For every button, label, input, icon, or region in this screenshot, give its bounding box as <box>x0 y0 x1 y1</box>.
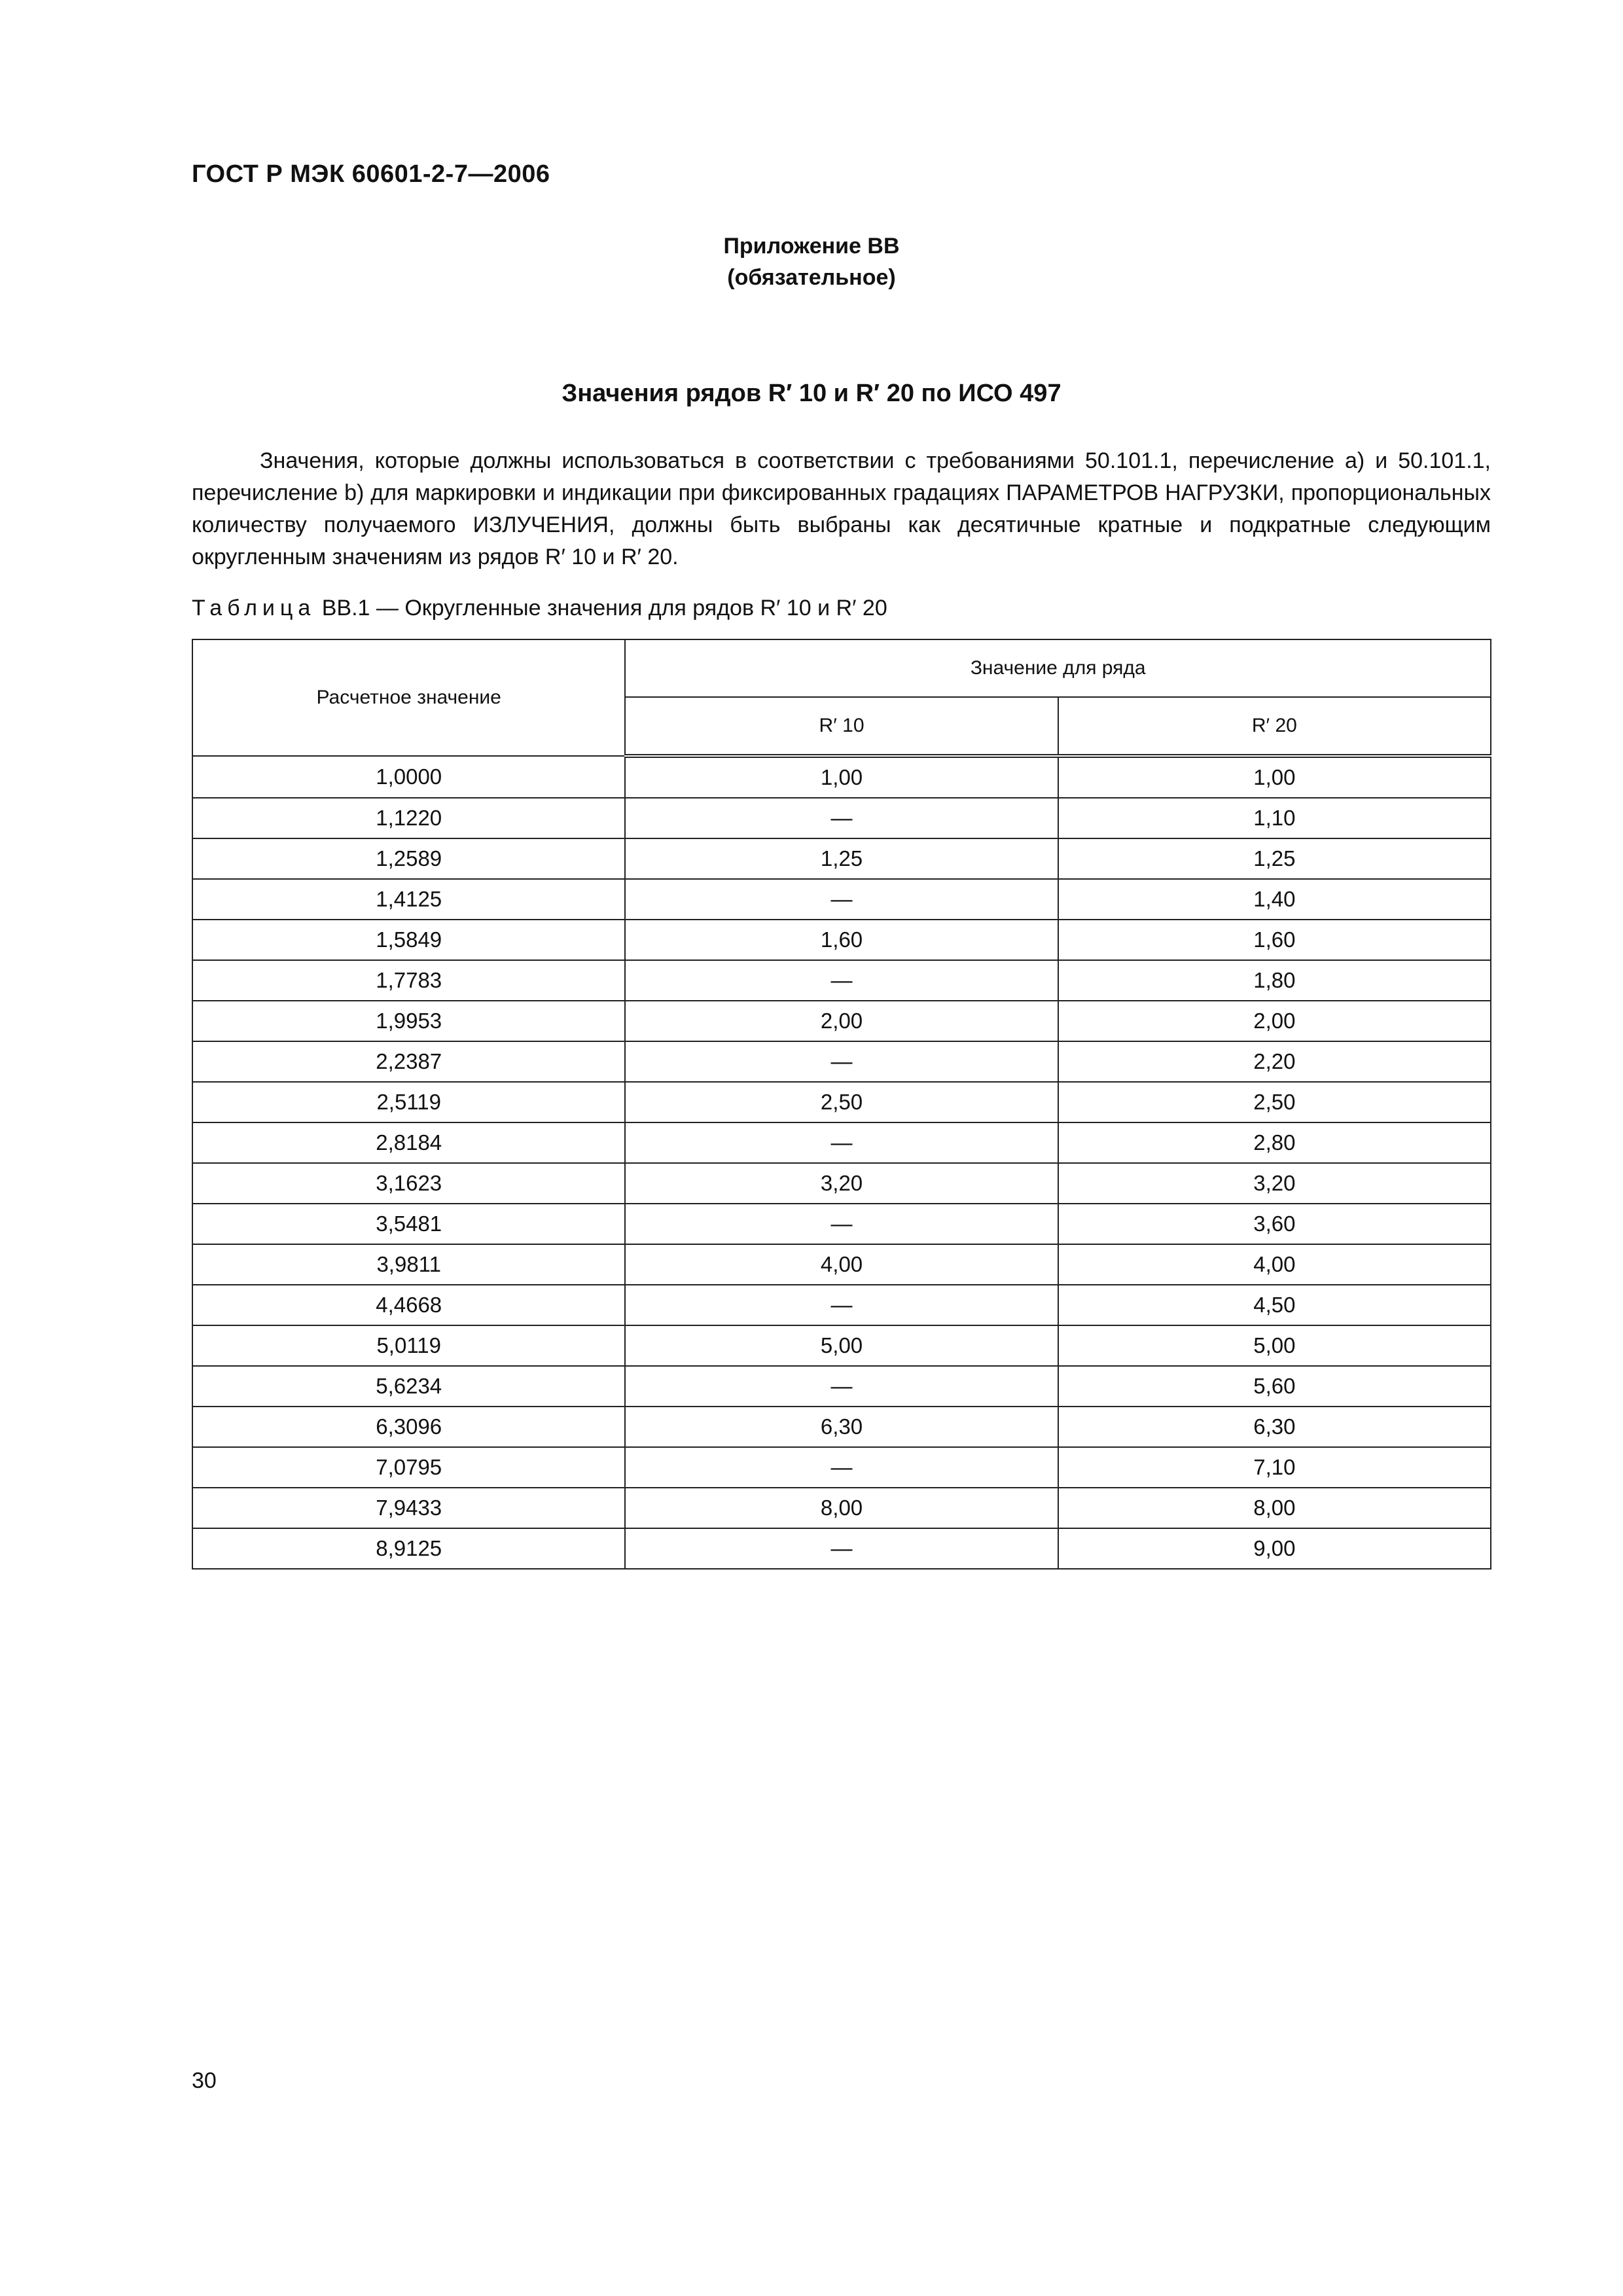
cell-r10: 6,30 <box>625 1407 1058 1447</box>
cell-r20: 1,10 <box>1058 798 1491 838</box>
cell-r10: — <box>625 798 1058 838</box>
cell-r20: 3,20 <box>1058 1163 1491 1204</box>
cell-r10: — <box>625 1366 1058 1407</box>
cell-calculated: 5,6234 <box>192 1366 625 1407</box>
annex-status: (обязательное) <box>727 265 896 290</box>
cell-r10: 3,20 <box>625 1163 1058 1204</box>
cell-calculated: 6,3096 <box>192 1407 625 1447</box>
cell-calculated: 1,5849 <box>192 920 625 960</box>
cell-calculated: 2,5119 <box>192 1082 625 1122</box>
cell-r10: — <box>625 960 1058 1001</box>
cell-calculated: 2,8184 <box>192 1122 625 1163</box>
table-caption-text: ВВ.1 — Округленные значения для рядов R′ 10 и R′ 20 <box>315 596 887 620</box>
cell-calculated: 4,4668 <box>192 1285 625 1325</box>
cell-r10: 5,00 <box>625 1325 1058 1366</box>
table-row <box>192 1325 1491 1366</box>
cell-r20: 1,80 <box>1058 960 1491 1001</box>
cell-r10: — <box>625 1528 1058 1569</box>
cell-r20: 4,00 <box>1058 1244 1491 1285</box>
cell-r20: 5,60 <box>1058 1366 1491 1407</box>
cell-calculated: 1,2589 <box>192 838 625 879</box>
table-row <box>192 920 1491 960</box>
header-r10: R′ 10 <box>625 697 1058 756</box>
cell-r20: 2,80 <box>1058 1122 1491 1163</box>
cell-calculated: 1,0000 <box>192 756 625 798</box>
cell-r20: 3,60 <box>1058 1204 1491 1244</box>
values-table <box>192 639 1491 1570</box>
cell-r10: 2,50 <box>625 1082 1058 1122</box>
cell-calculated: 3,1623 <box>192 1163 625 1204</box>
table-row <box>192 1528 1491 1569</box>
cell-calculated: 3,9811 <box>192 1244 625 1285</box>
table-row <box>192 1082 1491 1122</box>
cell-calculated: 1,7783 <box>192 960 625 1001</box>
cell-calculated: 1,1220 <box>192 798 625 838</box>
cell-calculated: 1,4125 <box>192 879 625 920</box>
cell-r20: 1,25 <box>1058 838 1491 879</box>
table-row <box>192 1366 1491 1407</box>
header-r20: R′ 20 <box>1058 697 1491 756</box>
table-row <box>192 960 1491 1001</box>
cell-r10: — <box>625 1041 1058 1082</box>
cell-calculated: 7,9433 <box>192 1488 625 1528</box>
table-row <box>192 798 1491 838</box>
cell-r20: 2,00 <box>1058 1001 1491 1041</box>
table-caption-label: Таблица <box>192 596 316 620</box>
cell-r10: — <box>625 1122 1058 1163</box>
table-row <box>192 1041 1491 1082</box>
table-body <box>192 756 1491 1569</box>
table-row <box>192 1163 1491 1204</box>
cell-r20: 1,60 <box>1058 920 1491 960</box>
table-row <box>192 1244 1491 1285</box>
annex-heading <box>0 230 1623 293</box>
header-calculated-value: Расчетное значение <box>192 639 625 756</box>
cell-calculated: 7,0795 <box>192 1447 625 1488</box>
table-row <box>192 838 1491 879</box>
table-row <box>192 1488 1491 1528</box>
cell-calculated: 8,9125 <box>192 1528 625 1569</box>
cell-r20: 6,30 <box>1058 1407 1491 1447</box>
cell-r10: — <box>625 1204 1058 1244</box>
cell-r20: 5,00 <box>1058 1325 1491 1366</box>
table-caption <box>192 596 887 621</box>
header-series-group: Значение для ряда <box>625 639 1491 697</box>
cell-r10: 1,00 <box>625 756 1058 798</box>
cell-calculated: 3,5481 <box>192 1204 625 1244</box>
cell-r20: 2,50 <box>1058 1082 1491 1122</box>
cell-r20: 1,00 <box>1058 756 1491 798</box>
annex-title: Приложение ВВ <box>723 234 900 259</box>
cell-calculated: 5,0119 <box>192 1325 625 1366</box>
cell-r10: — <box>625 879 1058 920</box>
cell-r10: 1,60 <box>625 920 1058 960</box>
cell-r10: 8,00 <box>625 1488 1058 1528</box>
table-row <box>192 1407 1491 1447</box>
table-row <box>192 1122 1491 1163</box>
document-header: ГОСТ Р МЭК 60601-2-7—2006 <box>192 160 550 188</box>
cell-r20: 4,50 <box>1058 1285 1491 1325</box>
cell-calculated: 1,9953 <box>192 1001 625 1041</box>
page-number: 30 <box>192 2068 217 2093</box>
table-row <box>192 879 1491 920</box>
cell-r10: — <box>625 1285 1058 1325</box>
table-row <box>192 1001 1491 1041</box>
table-row <box>192 1204 1491 1244</box>
cell-calculated: 2,2387 <box>192 1041 625 1082</box>
cell-r20: 9,00 <box>1058 1528 1491 1569</box>
table-row <box>192 1285 1491 1325</box>
cell-r20: 1,40 <box>1058 879 1491 920</box>
cell-r20: 7,10 <box>1058 1447 1491 1488</box>
table-row <box>192 756 1491 798</box>
table-row <box>192 1447 1491 1488</box>
cell-r10: — <box>625 1447 1058 1488</box>
cell-r20: 2,20 <box>1058 1041 1491 1082</box>
cell-r10: 4,00 <box>625 1244 1058 1285</box>
section-title: Значения рядов R′ 10 и R′ 20 по ИСО 497 <box>562 380 1061 407</box>
cell-r10: 2,00 <box>625 1001 1058 1041</box>
cell-r10: 1,25 <box>625 838 1058 879</box>
cell-r20: 8,00 <box>1058 1488 1491 1528</box>
body-paragraph: Значения, которые должны использоваться в соответствии с требованиями 50.101.1, перечисление а) и 50.101.1, перечисление b) для маркировки и индикации при фиксированных градациях ПАРАМЕТРОВ НАГРУЗКИ, пропорциональных количеству получаемого ИЗЛУЧЕНИЯ, должны быть выбраны как десятичные кратные и подкратные следующим округленным значениям из рядов R′ 10 и R′ 20. <box>192 448 1491 569</box>
